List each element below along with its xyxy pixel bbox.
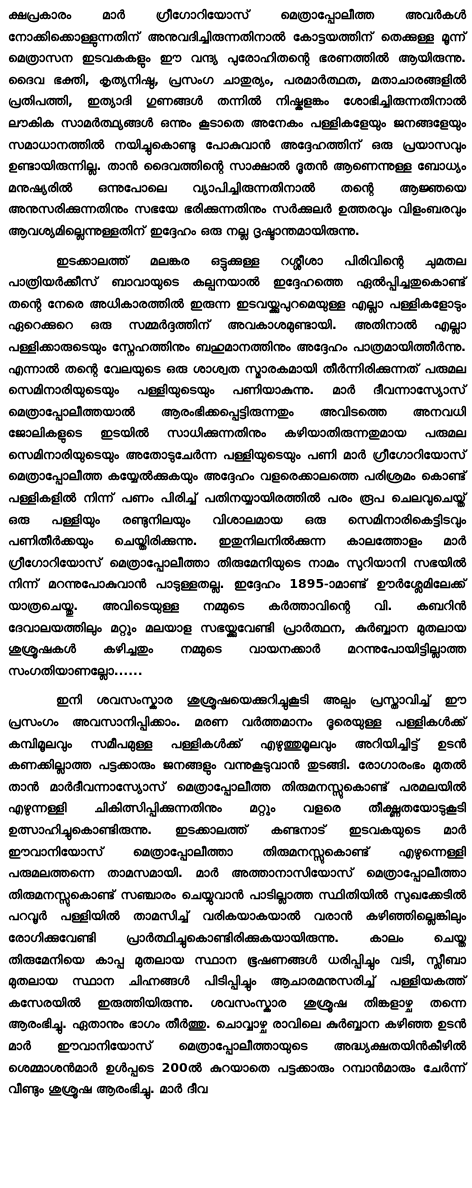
paragraph-2: ഇടക്കാലത്ത് മലങ്കര ഒട്ടുക്കുള്ള റശ്ശീശാ പിരിവിന്റെ ചുമതല പാത്രിയർക്കീസ് ബാവായുടെ കല്പനയാൽ ഇദ്ദേഹത്തെ ഏൽപ്പിച്ചതുകൊണ്ട് തന്റെ നേരെ അധികാരത്തിൽ ഇരുന്ന ഇടവയ്ക്കുപുറമെയുള്ള എല്ലാ പള്ളികളോടും ഏറെക്കുറെ ഒരു സമ്മർദ്ദത്തിന് അവകാശമുണ്ടായി. അതിനാൽ എല്ലാ പള്ളിക്കാരുടെയും സ്നേഹത്തിനും ബഹുമാനത്തിനും അദ്ദേഹം പാത്രമായിത്തീർന്നു. എന്നാൽ തന്റെ വേലയുടെ ഒരു ശാശ്വത സ്മാരകമായി തീർന്നിരിക്കുന്നത് പരുമല സെമിനാരിയുടെയും പള്ളിയുടെയും പണിയാകുന്നു. മാർ ദീവന്നാസ്യോസ് മെത്രാപ്പോലീത്തയാൽ ആരംഭിക്കപ്പെട്ടിരുന്നതും അവിടത്തെ അനവധി ജോലികളുടെ ഇടയിൽ സാധിക്കുന്നതിനും കഴിയാതിരുന്നതുമായ പരുമല സെമിനാരിയുടെയും അതോടുചേർന്ന പള്ളിയുടെയും പണി മാർ ഗ്രീഗോറിയോസ് മെത്രാപ്പോലീത്ത കയ്യേൽക്കുകയും അദ്ദേഹം വളരെക്കാലത്തെ പരിശ്രമം കൊണ്ട് പള്ളികളിൽ നിന്ന് പണം പിരിച്ച് പതിനയ്യായിരത്തിൽ പരം രൂപ ചെലവുചെയ്ത് ഒരു പള്ളിയും രണ്ടുനിലയും വിശാലമായ ഒരു സെമിനാരികെട്ടിടവും പണിതീർക്കയും ചെയ്തിരിക്കുന്നു. ഇതുനിലനിൽക്കുന്ന കാലത്തോളം മാർ ഗ്രീഗോറിയോസ് മെത്രാപ്പോലീത്താ തിരുമേനിയുടെ നാമം സുറിയാനി സഭയിൽ നിന്ന് മറന്നുപോകുവാൻ പാടുള്ളതല്ല. ഇദ്ദേഹം 1895-ാമാണ്ട് ഊർശ്ലേമിലേക്ക് യാത്രചെയ്തു. അവിടെയുള്ള നമ്മുടെ കർത്താവിന്റെ വി. കബറിൻ ദേവാലയത്തിലും മറ്റും മലയാള സഭയ്ക്കുവേണ്ടി പ്രാർത്ഥന, കുർബ്ബാന മുതലായ ശുശ്രൂഷകൾ കഴിച്ചതും നമ്മുടെ വായനക്കാർ മറന്നുപോയിട്ടില്ലാത്ത സംഗതിയാണല്ലോ...... [8, 252, 466, 678]
paragraph-3: ഇനി ശവസംസ്കാര ശുശ്രൂഷയെക്കുറിച്ചുകൂടി അല്പം പ്രസ്താവിച്ച് ഈ പ്രസംഗം അവസാനിപ്പിക്കാം. മരണ വർത്തമാനം ദൂരെയുള്ള പള്ളികൾക്ക് കമ്പിമൂലവും സമീപമുള്ള പള്ളികൾക്ക് എഴുത്തുമൂലവും അറിയിച്ചിട്ട് ഉടൻ കണക്കില്ലാത്ത പട്ടക്കാരും ജനങ്ങളും വന്നുകൂടുവാൻ തുടങ്ങി. രോഗാരംഭം മുതൽ താൻ മാർദീവന്നാസ്യോസ് മെത്രാപ്പോലീത്ത തിരുമനസ്സുകൊണ്ട് പരമലയിൽ എഴുന്നള്ളി ചികിത്സിപ്പിക്കുന്നതിനും മറ്റും വളരെ തീക്ഷ്ണതയോടുകൂടി ഉത്സാഹിച്ചുകൊണ്ടിരുന്നു. ഇടക്കാലത്ത് കണ്ടനാട് ഇടവകയുടെ മാർ ഈവാനിയോസ് മെത്രാപ്പോലീത്താ തിരുമനസ്സുകൊണ്ട് എഴുന്നെള്ളി പരുമലത്തന്നെ താമസമായി. മാർ അത്താനാസിയോസ് മെത്രാപ്പോലീത്താ തിരുമനസ്സുകൊണ്ട് സഞ്ചാരം ചെയ്യുവാൻ പാടില്ലാത്ത സ്ഥിതിയിൽ സുഖക്കേടിൽ പറവൂർ പള്ളിയിൽ താമസിച്ച് വരികയാകയാൽ വരാൻ കഴിഞ്ഞില്ലെങ്കിലും രോഗിക്കുവേണ്ടി പ്രാർത്ഥിച്ചുകൊണ്ടിരിക്കുകയായിരുന്നു. കാലം ചെയ്ത തിരുമേനിയെ കാപ്പ മുതലായ സ്ഥാന ഭൂഷണങ്ങൾ ധരിപ്പിച്ചും വടി, സ്ലീബാ മുതലായ സ്ഥാന ചിഹ്നങ്ങൾ പിടിപ്പിച്ചും ആചാരമനുസരിച്ച് പള്ളിയകത്ത് കസേരയിൽ ഇരുത്തിയിരുന്നു. ശവസംസ്കാര ശുശ്രൂഷ തിങ്കളാഴ്ച തന്നെ ആരംഭിച്ചു. ഏതാനും ഭാഗം തീർത്തു. ചൊവ്വാഴ്ച രാവിലെ കുർബ്ബാന കഴിഞ്ഞ ഉടൻ മാർ ഈവാനിയോസ് മെത്രാപ്പോലീത്തായുടെ അദ്ധ്യക്ഷതയിൻകീഴിൽ ശെമ്മാശൻമാർ ഉൾപ്പടെ 200ൽ കുറയാതെ പട്ടക്കാരും റമ്പാൻമാരും ചേർന്ന് വീണ്ടും ശുശ്രൂഷ ആരംഭിച്ചു. മാർ ദീവ [8, 692, 466, 1097]
paragraph-1: ക്ഷപ്രകാരം മാർ ഗ്രീഗോറിയോസ് മെത്രാപ്പോലീത്ത അവർകൾ നോക്കിക്കൊള്ളുന്നതിന് അനുവദിച്ചിരുന്നതിനാൽ കോട്ടയത്തിന് തെക്കുള്ള മൂന്ന് മെത്രാസന ഇടവകകളും ഈ വന്ദ്യ പുരോഹിതന്റെ ഭരണത്തിൽ ആയിരുന്നു. ദൈവ ഭക്തി, കൃത്യനിഷ്ഠ, പ്രസംഗ ചാതുര്യം, പരമാർത്ഥത, മതാചാരങ്ങളിൽ പ്രതിപത്തി, ഇത്യാദി ഗുണങ്ങൾ തന്നിൽ നിഷ്കളങ്കം ശോഭിച്ചിരുന്നതിനാൽ ലൗകിക സാമർത്ഥ്യങ്ങൾ ഒന്നും കൂടാതെ അനേകം പള്ളികളേയും ജനങ്ങളേയും സമാധാനത്തിൽ നയിച്ചുകൊണ്ടു പോകുവാൻ അദ്ദേഹത്തിന് ഒരു പ്രയാസവും ഉണ്ടായിരുന്നില്ല. താൻ ദൈവത്തിന്റെ സാക്ഷാൽ ദൂതൻ ആണെന്നുള്ള ബോധ്യം മനുഷ്യരിൽ ഒന്നുപോലെ വ്യാപിച്ചിരുന്നതിനാൽ തന്റെ ആജ്ഞയെ അനുസരിക്കുന്നതിനും സഭയേ ഭരിക്കുന്നതിനും സർക്കുലർ ഉത്തരവും വിളംബരവും ആവശ്യമില്ലെന്നുള്ളതിന് ഇദ്ദേഹം ഒരു നല്ല ദൃഷ്ടാന്തമായിരുന്നു. [8, 7, 466, 238]
